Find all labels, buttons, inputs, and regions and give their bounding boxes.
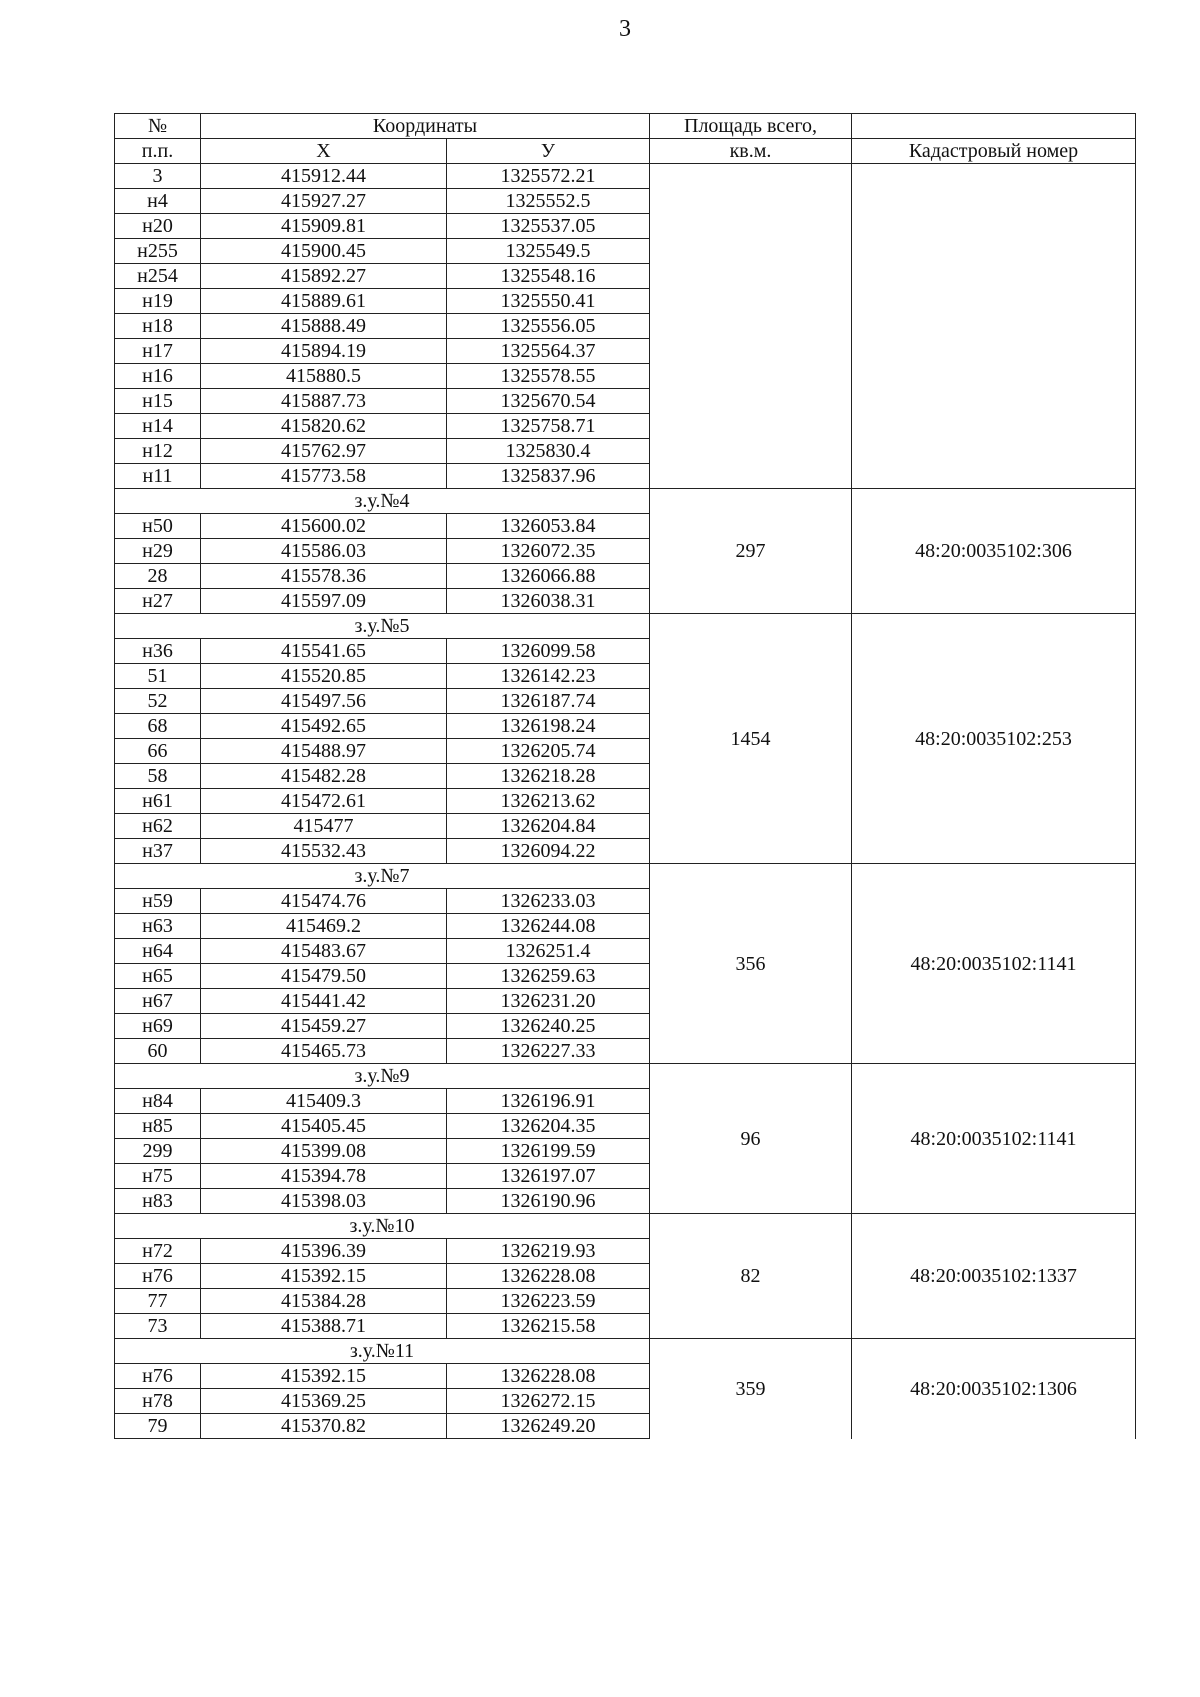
header-y: У <box>447 139 650 164</box>
coord-x: 415394.78 <box>201 1164 447 1189</box>
point-number: н254 <box>115 264 201 289</box>
point-number: н17 <box>115 339 201 364</box>
section-row <box>115 489 1136 514</box>
coord-x: 415900.45 <box>201 239 447 264</box>
plot-area: 1454 <box>650 614 852 864</box>
cadastral-number: 48:20:0035102:1306 <box>852 1339 1136 1439</box>
plot-area: 96 <box>650 1064 852 1214</box>
coord-x: 415465.73 <box>201 1039 447 1064</box>
section-row <box>115 1339 1136 1364</box>
cadastral-number: 48:20:0035102:1141 <box>852 864 1136 1064</box>
section-title: з.у.№11 <box>115 1339 650 1364</box>
point-number: н67 <box>115 989 201 1014</box>
coord-y: 1326072.35 <box>447 539 650 564</box>
point-number: н29 <box>115 539 201 564</box>
point-number: н12 <box>115 439 201 464</box>
coord-x: 415820.62 <box>201 414 447 439</box>
coord-x: 415492.65 <box>201 714 447 739</box>
point-number: 60 <box>115 1039 201 1064</box>
coord-y: 1325564.37 <box>447 339 650 364</box>
coord-y: 1326199.59 <box>447 1139 650 1164</box>
coord-y: 1326219.93 <box>447 1239 650 1264</box>
header-cadastral: Кадастровый номер <box>852 139 1136 164</box>
point-number: 28 <box>115 564 201 589</box>
point-number: 299 <box>115 1139 201 1164</box>
section-title: з.у.№10 <box>115 1214 650 1239</box>
coord-y: 1326204.35 <box>447 1114 650 1139</box>
coord-y: 1325572.21 <box>447 164 650 189</box>
coord-y: 1325670.54 <box>447 389 650 414</box>
coord-x: 415887.73 <box>201 389 447 414</box>
coord-y: 1326053.84 <box>447 514 650 539</box>
cadastral-number <box>852 164 1136 489</box>
header-x: Х <box>201 139 447 164</box>
point-number: 77 <box>115 1289 201 1314</box>
point-number: н78 <box>115 1389 201 1414</box>
coord-x: 415409.3 <box>201 1089 447 1114</box>
coord-y: 1326204.84 <box>447 814 650 839</box>
point-number: н85 <box>115 1114 201 1139</box>
coord-x: 415482.28 <box>201 764 447 789</box>
header-num-top: № <box>115 114 201 139</box>
coord-y: 1325758.71 <box>447 414 650 439</box>
coord-x: 415773.58 <box>201 464 447 489</box>
coord-y: 1325837.96 <box>447 464 650 489</box>
coord-x: 415384.28 <box>201 1289 447 1314</box>
point-number: н16 <box>115 364 201 389</box>
header-row-bottom <box>115 139 1136 164</box>
coord-y: 1325548.16 <box>447 264 650 289</box>
coord-y: 1326227.33 <box>447 1039 650 1064</box>
section-title: з.у.№4 <box>115 489 650 514</box>
table-row <box>115 164 1136 189</box>
coord-y: 1325556.05 <box>447 314 650 339</box>
coord-y: 1326233.03 <box>447 889 650 914</box>
cadastral-number: 48:20:0035102:306 <box>852 489 1136 614</box>
coord-x: 415392.15 <box>201 1364 447 1389</box>
coord-y: 1326244.08 <box>447 914 650 939</box>
point-number: н63 <box>115 914 201 939</box>
plot-area: 297 <box>650 489 852 614</box>
coord-y: 1326218.28 <box>447 764 650 789</box>
coord-y: 1326251.4 <box>447 939 650 964</box>
plot-area: 82 <box>650 1214 852 1339</box>
point-number: н11 <box>115 464 201 489</box>
coord-x: 415541.65 <box>201 639 447 664</box>
coord-y: 1326228.08 <box>447 1364 650 1389</box>
coord-x: 415399.08 <box>201 1139 447 1164</box>
coord-y: 1326223.59 <box>447 1289 650 1314</box>
point-number: 68 <box>115 714 201 739</box>
coord-y: 1325537.05 <box>447 214 650 239</box>
coord-y: 1326205.74 <box>447 739 650 764</box>
coord-x: 415600.02 <box>201 514 447 539</box>
point-number: н255 <box>115 239 201 264</box>
cadastral-number: 48:20:0035102:253 <box>852 614 1136 864</box>
coord-y: 1325578.55 <box>447 364 650 389</box>
coord-x: 415912.44 <box>201 164 447 189</box>
coord-x: 415459.27 <box>201 1014 447 1039</box>
coordinates-table <box>114 113 1136 1439</box>
coord-y: 1326228.08 <box>447 1264 650 1289</box>
section-row <box>115 614 1136 639</box>
header-empty-cell <box>852 114 1136 139</box>
coord-x: 415477 <box>201 814 447 839</box>
coord-x: 415488.97 <box>201 739 447 764</box>
header-coords: Координаты <box>201 114 650 139</box>
coord-y: 1326038.31 <box>447 589 650 614</box>
coord-x: 415369.25 <box>201 1389 447 1414</box>
cadastral-number: 48:20:0035102:1337 <box>852 1214 1136 1339</box>
point-number: н19 <box>115 289 201 314</box>
coord-x: 415472.61 <box>201 789 447 814</box>
point-number: 66 <box>115 739 201 764</box>
section-row <box>115 1214 1136 1239</box>
point-number: н18 <box>115 314 201 339</box>
point-number: н65 <box>115 964 201 989</box>
point-number: н69 <box>115 1014 201 1039</box>
point-number: н15 <box>115 389 201 414</box>
coord-x: 415392.15 <box>201 1264 447 1289</box>
header-num-bottom: п.п. <box>115 139 201 164</box>
coord-y: 1325550.41 <box>447 289 650 314</box>
point-number: н76 <box>115 1364 201 1389</box>
plot-area <box>650 164 852 489</box>
coord-y: 1326215.58 <box>447 1314 650 1339</box>
coord-y: 1325830.4 <box>447 439 650 464</box>
section-title: з.у.№7 <box>115 864 650 889</box>
point-number: 52 <box>115 689 201 714</box>
section-row <box>115 1064 1136 1089</box>
coord-x: 415474.76 <box>201 889 447 914</box>
coord-y: 1326196.91 <box>447 1089 650 1114</box>
coord-y: 1326240.25 <box>447 1014 650 1039</box>
coord-y: 1326259.63 <box>447 964 650 989</box>
point-number: н14 <box>115 414 201 439</box>
coord-x: 415880.5 <box>201 364 447 389</box>
coord-y: 1326094.22 <box>447 839 650 864</box>
point-number: 58 <box>115 764 201 789</box>
coord-x: 415894.19 <box>201 339 447 364</box>
plot-area: 356 <box>650 864 852 1064</box>
coord-y: 1326066.88 <box>447 564 650 589</box>
coord-x: 415586.03 <box>201 539 447 564</box>
point-number: н75 <box>115 1164 201 1189</box>
coord-y: 1326187.74 <box>447 689 650 714</box>
coord-y: 1326249.20 <box>447 1414 650 1439</box>
coord-x: 415888.49 <box>201 314 447 339</box>
coord-y: 1326198.24 <box>447 714 650 739</box>
coord-y: 1326213.62 <box>447 789 650 814</box>
header-row-top <box>115 114 1136 139</box>
point-number: н36 <box>115 639 201 664</box>
coord-y: 1326197.07 <box>447 1164 650 1189</box>
point-number: 51 <box>115 664 201 689</box>
coord-x: 415578.36 <box>201 564 447 589</box>
coord-y: 1326272.15 <box>447 1389 650 1414</box>
coord-x: 415597.09 <box>201 589 447 614</box>
coord-x: 415441.42 <box>201 989 447 1014</box>
coord-x: 415479.50 <box>201 964 447 989</box>
point-number: н50 <box>115 514 201 539</box>
point-number: н62 <box>115 814 201 839</box>
coord-x: 415483.67 <box>201 939 447 964</box>
plot-area: 359 <box>650 1339 852 1439</box>
cadastral-number: 48:20:0035102:1141 <box>852 1064 1136 1214</box>
coord-x: 415396.39 <box>201 1239 447 1264</box>
point-number: н76 <box>115 1264 201 1289</box>
point-number: н4 <box>115 189 201 214</box>
header-area-bottom: кв.м. <box>650 139 852 164</box>
coord-x: 415469.2 <box>201 914 447 939</box>
point-number: н37 <box>115 839 201 864</box>
coord-x: 415889.61 <box>201 289 447 314</box>
coord-x: 415927.27 <box>201 189 447 214</box>
coord-x: 415892.27 <box>201 264 447 289</box>
coord-x: 415497.56 <box>201 689 447 714</box>
coord-x: 415909.81 <box>201 214 447 239</box>
point-number: 73 <box>115 1314 201 1339</box>
section-title: з.у.№9 <box>115 1064 650 1089</box>
point-number: н72 <box>115 1239 201 1264</box>
point-number: 3 <box>115 164 201 189</box>
point-number: н27 <box>115 589 201 614</box>
coord-x: 415405.45 <box>201 1114 447 1139</box>
page-number: 3 <box>619 16 631 42</box>
coord-x: 415532.43 <box>201 839 447 864</box>
section-row <box>115 864 1136 889</box>
coord-x: 415520.85 <box>201 664 447 689</box>
section-title: з.у.№5 <box>115 614 650 639</box>
coord-x: 415388.71 <box>201 1314 447 1339</box>
coord-y: 1325552.5 <box>447 189 650 214</box>
coord-x: 415370.82 <box>201 1414 447 1439</box>
coord-y: 1326231.20 <box>447 989 650 1014</box>
point-number: н20 <box>115 214 201 239</box>
coord-x: 415762.97 <box>201 439 447 464</box>
coord-x: 415398.03 <box>201 1189 447 1214</box>
point-number: н64 <box>115 939 201 964</box>
coord-y: 1326190.96 <box>447 1189 650 1214</box>
coord-y: 1326099.58 <box>447 639 650 664</box>
point-number: 79 <box>115 1414 201 1439</box>
header-area-top: Площадь всего, <box>650 114 852 139</box>
coordinates-table-body <box>115 114 1136 1439</box>
point-number: н83 <box>115 1189 201 1214</box>
coord-y: 1326142.23 <box>447 664 650 689</box>
point-number: н59 <box>115 889 201 914</box>
point-number: н84 <box>115 1089 201 1114</box>
point-number: н61 <box>115 789 201 814</box>
coord-y: 1325549.5 <box>447 239 650 264</box>
